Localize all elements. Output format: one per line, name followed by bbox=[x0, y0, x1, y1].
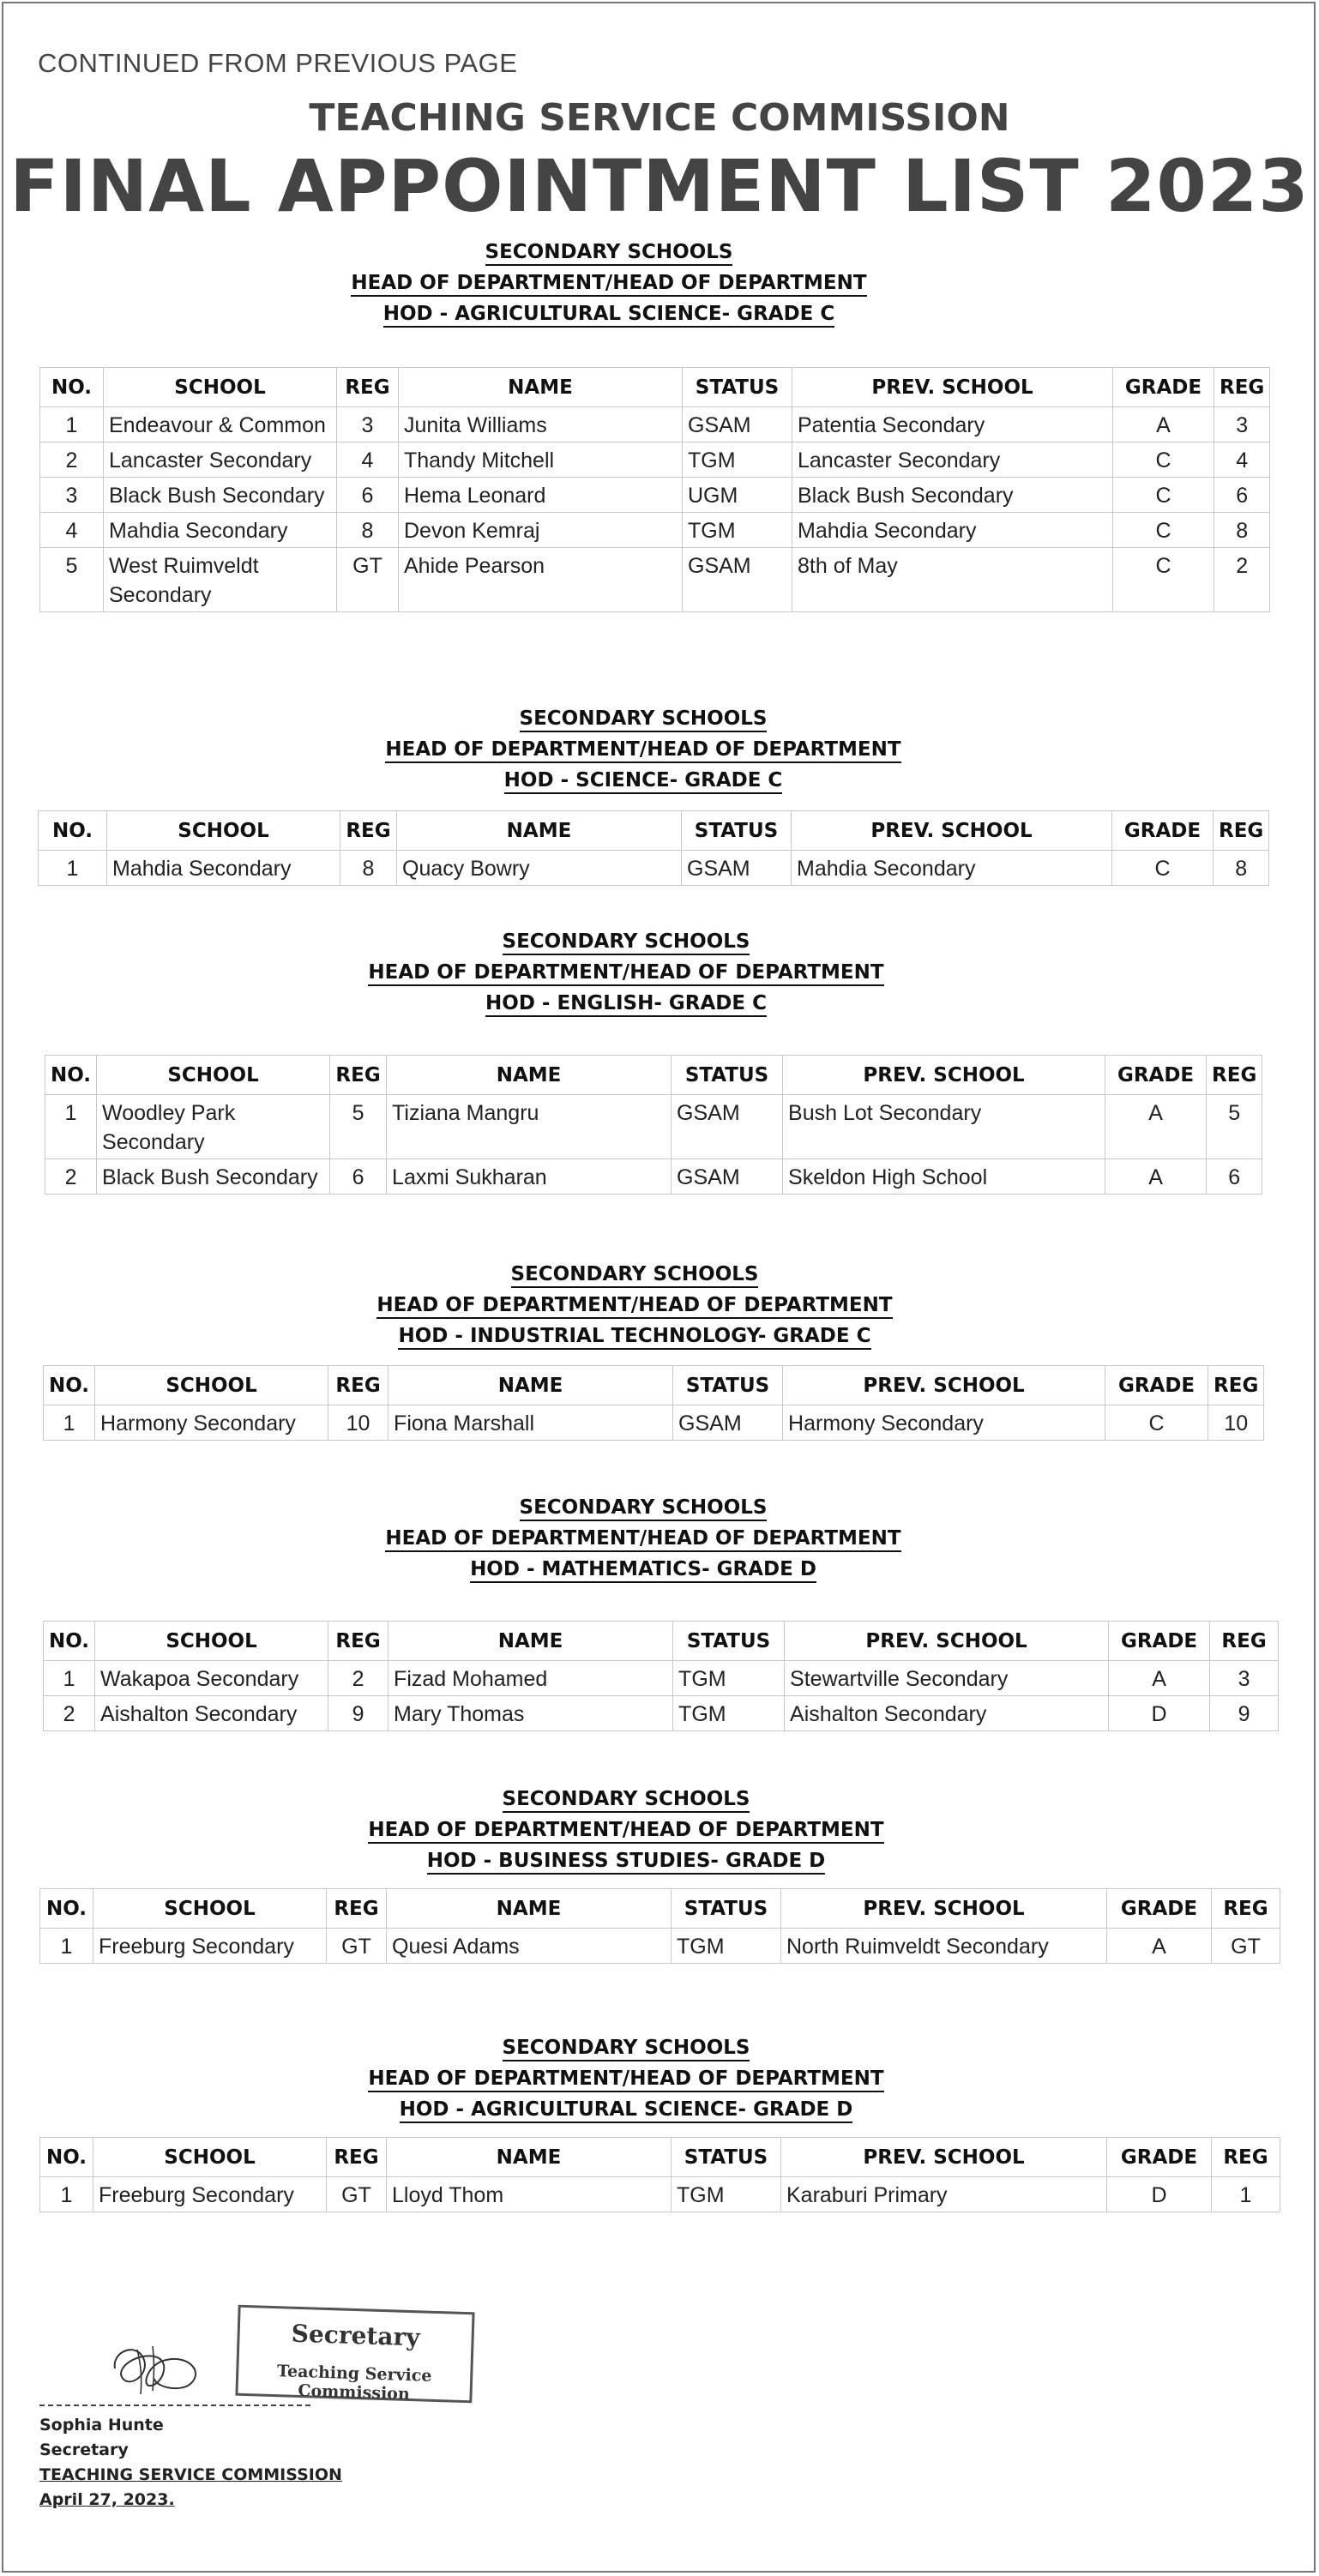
column-header-reg: REG bbox=[328, 1366, 388, 1405]
handwritten-signature bbox=[103, 2334, 214, 2406]
section-heading-line: SECONDARY SCHOOLS bbox=[503, 1788, 750, 1813]
column-header-prev-reg: REG bbox=[1212, 2138, 1280, 2177]
section-heading bbox=[343, 237, 875, 329]
cell-reg: 8 bbox=[340, 851, 397, 886]
cell-name: Devon Kemraj bbox=[399, 513, 683, 548]
signatory-role: Secretary bbox=[39, 2441, 129, 2459]
cell-no: 3 bbox=[40, 478, 104, 513]
section-heading bbox=[352, 1784, 900, 1876]
stamp-title: Secretary bbox=[291, 2319, 421, 2352]
cell-name: Fizad Mohamed bbox=[388, 1661, 673, 1696]
cell-prev-reg: 8 bbox=[1214, 851, 1269, 886]
cell-grade: D bbox=[1107, 2177, 1212, 2212]
table-header-row bbox=[44, 1366, 1264, 1405]
section-heading-line: SECONDARY SCHOOLS bbox=[511, 1263, 759, 1288]
section-heading bbox=[377, 1492, 909, 1585]
cell-reg: 4 bbox=[337, 442, 399, 478]
table-row bbox=[40, 442, 1270, 478]
organization-title: TEACHING SERVICE COMMISSION bbox=[309, 96, 1010, 140]
cell-prev-school: Mahdia Secondary bbox=[792, 851, 1112, 886]
cell-prev-reg: 3 bbox=[1214, 407, 1270, 442]
signature-date: April 27, 2023. bbox=[39, 2490, 175, 2509]
section-heading-line: SECONDARY SCHOOLS bbox=[503, 930, 750, 955]
cell-status: GSAM bbox=[672, 1095, 783, 1159]
cell-prev-school: Patentia Secondary bbox=[792, 407, 1113, 442]
cell-no: 1 bbox=[44, 1661, 95, 1696]
continued-note: CONTINUED FROM PREVIOUS PAGE bbox=[38, 48, 518, 78]
column-header-grade: GRADE bbox=[1112, 811, 1214, 851]
cell-status: TGM bbox=[672, 1929, 781, 1964]
cell-name: Mary Thomas bbox=[388, 1696, 673, 1731]
cell-prev-school: Skeldon High School bbox=[783, 1159, 1105, 1195]
column-header-prev-school: PREV. SCHOOL bbox=[792, 811, 1112, 851]
cell-school: Mahdia Secondary bbox=[107, 851, 340, 886]
section-heading-line: HEAD OF DEPARTMENT/HEAD OF DEPARTMENT bbox=[376, 1294, 892, 1319]
cell-reg: 9 bbox=[328, 1696, 388, 1731]
table-header-row bbox=[40, 2138, 1280, 2177]
cell-no: 2 bbox=[45, 1159, 97, 1195]
cell-grade: D bbox=[1109, 1696, 1210, 1731]
cell-name: Quacy Bowry bbox=[397, 851, 682, 886]
section-heading-line: HEAD OF DEPARTMENT/HEAD OF DEPARTMENT bbox=[351, 272, 866, 297]
section-heading-line: HOD - BUSINESS STUDIES- GRADE D bbox=[427, 1850, 826, 1875]
cell-prev-reg: 5 bbox=[1207, 1095, 1262, 1159]
column-header-no: NO. bbox=[44, 1366, 95, 1405]
cell-status: GSAM bbox=[682, 851, 792, 886]
appointment-table bbox=[45, 1055, 1262, 1195]
column-header-prev-school: PREV. SCHOOL bbox=[783, 1056, 1105, 1095]
cell-no: 4 bbox=[40, 513, 104, 548]
cell-reg: 6 bbox=[330, 1159, 387, 1195]
cell-school: Aishalton Secondary bbox=[95, 1696, 328, 1731]
cell-school: Wakapoa Secondary bbox=[95, 1661, 328, 1696]
column-header-grade: GRADE bbox=[1107, 1889, 1212, 1929]
section-heading bbox=[352, 2032, 900, 2125]
column-header-school: SCHOOL bbox=[95, 1366, 328, 1405]
cell-school: Black Bush Secondary bbox=[104, 478, 337, 513]
column-header-status: STATUS bbox=[673, 1366, 783, 1405]
table-row bbox=[40, 1929, 1280, 1964]
section-heading-line: HOD - SCIENCE- GRADE C bbox=[504, 769, 783, 794]
column-header-grade: GRADE bbox=[1109, 1622, 1210, 1661]
cell-prev-school: Bush Lot Secondary bbox=[783, 1095, 1105, 1159]
cell-status: TGM bbox=[683, 442, 792, 478]
appointment-table bbox=[38, 810, 1269, 886]
cell-prev-school: Stewartville Secondary bbox=[785, 1661, 1109, 1696]
cell-name: Junita Williams bbox=[399, 407, 683, 442]
cell-grade: C bbox=[1113, 442, 1214, 478]
cell-grade: A bbox=[1107, 1929, 1212, 1964]
column-header-status: STATUS bbox=[672, 2138, 781, 2177]
column-header-prev-reg: REG bbox=[1207, 1056, 1262, 1095]
cell-school: West Ruimveldt Secondary bbox=[104, 548, 337, 612]
column-header-school: SCHOOL bbox=[104, 368, 337, 407]
signature-line bbox=[39, 2404, 310, 2406]
column-header-name: NAME bbox=[388, 1622, 673, 1661]
secretary-stamp bbox=[235, 2305, 474, 2404]
column-header-school: SCHOOL bbox=[107, 811, 340, 851]
cell-status: UGM bbox=[683, 478, 792, 513]
table-row bbox=[40, 2177, 1280, 2212]
cell-prev-reg: 9 bbox=[1210, 1696, 1279, 1731]
section-heading-line: HEAD OF DEPARTMENT/HEAD OF DEPARTMENT bbox=[385, 738, 900, 763]
cell-reg: GT bbox=[327, 2177, 387, 2212]
cell-status: GSAM bbox=[683, 548, 792, 612]
cell-school: Black Bush Secondary bbox=[97, 1159, 330, 1195]
column-header-no: NO. bbox=[45, 1056, 97, 1095]
section-heading-line: HEAD OF DEPARTMENT/HEAD OF DEPARTMENT bbox=[368, 961, 883, 986]
stamp-organization: Teaching Service Commission bbox=[276, 2362, 432, 2404]
section-heading-line: HOD - INDUSTRIAL TECHNOLOGY- GRADE C bbox=[398, 1325, 870, 1350]
cell-prev-school: Harmony Secondary bbox=[783, 1405, 1105, 1441]
signatory-block bbox=[39, 2413, 342, 2513]
cell-school: Mahdia Secondary bbox=[104, 513, 337, 548]
cell-no: 5 bbox=[40, 548, 104, 612]
cell-reg: GT bbox=[337, 548, 399, 612]
cell-grade: C bbox=[1113, 478, 1214, 513]
table-header-row bbox=[40, 368, 1270, 407]
table-row bbox=[40, 513, 1270, 548]
column-header-school: SCHOOL bbox=[95, 1622, 328, 1661]
appointment-table bbox=[43, 1365, 1264, 1441]
cell-grade: A bbox=[1113, 407, 1214, 442]
section-heading-line: HOD - AGRICULTURAL SCIENCE- GRADE D bbox=[400, 2098, 853, 2123]
table-header-row bbox=[39, 811, 1269, 851]
cell-name: Fiona Marshall bbox=[388, 1405, 673, 1441]
cell-prev-reg: 1 bbox=[1212, 2177, 1280, 2212]
cell-status: GSAM bbox=[672, 1159, 783, 1195]
cell-reg: 10 bbox=[328, 1405, 388, 1441]
column-header-school: SCHOOL bbox=[93, 1889, 327, 1929]
column-header-status: STATUS bbox=[672, 1056, 783, 1095]
cell-grade: C bbox=[1112, 851, 1214, 886]
cell-prev-reg: 2 bbox=[1214, 548, 1270, 612]
cell-grade: C bbox=[1113, 548, 1214, 612]
table-row bbox=[44, 1661, 1279, 1696]
cell-prev-reg: 6 bbox=[1214, 478, 1270, 513]
signatory-organization: TEACHING SERVICE COMMISSION bbox=[39, 2465, 342, 2484]
cell-prev-school: Black Bush Secondary bbox=[792, 478, 1113, 513]
column-header-prev-reg: REG bbox=[1208, 1366, 1264, 1405]
table-row bbox=[40, 478, 1270, 513]
cell-grade: C bbox=[1105, 1405, 1208, 1441]
table-header-row bbox=[40, 1889, 1280, 1929]
column-header-no: NO. bbox=[40, 368, 104, 407]
appointment-table bbox=[39, 367, 1270, 612]
column-header-prev-reg: REG bbox=[1214, 811, 1269, 851]
section-heading-line: HOD - MATHEMATICS- GRADE D bbox=[470, 1558, 816, 1583]
column-header-prev-reg: REG bbox=[1214, 368, 1270, 407]
cell-name: Thandy Mitchell bbox=[399, 442, 683, 478]
cell-status: GSAM bbox=[673, 1405, 783, 1441]
section-heading bbox=[377, 703, 909, 796]
column-header-prev-school: PREV. SCHOOL bbox=[783, 1366, 1105, 1405]
cell-reg: 8 bbox=[337, 513, 399, 548]
cell-grade: A bbox=[1109, 1661, 1210, 1696]
cell-status: TGM bbox=[673, 1696, 785, 1731]
column-header-status: STATUS bbox=[682, 811, 792, 851]
column-header-name: NAME bbox=[387, 1056, 672, 1095]
column-header-prev-reg: REG bbox=[1212, 1889, 1280, 1929]
column-header-reg: REG bbox=[328, 1622, 388, 1661]
cell-grade: A bbox=[1105, 1159, 1207, 1195]
cell-reg: 5 bbox=[330, 1095, 387, 1159]
column-header-grade: GRADE bbox=[1107, 2138, 1212, 2177]
column-header-prev-reg: REG bbox=[1210, 1622, 1279, 1661]
section-heading-line: HEAD OF DEPARTMENT/HEAD OF DEPARTMENT bbox=[368, 1819, 883, 1844]
table-row bbox=[44, 1696, 1279, 1731]
table-row bbox=[40, 548, 1270, 612]
cell-school: Lancaster Secondary bbox=[104, 442, 337, 478]
cell-no: 1 bbox=[45, 1095, 97, 1159]
cell-name: Quesi Adams bbox=[387, 1929, 672, 1964]
column-header-reg: REG bbox=[337, 368, 399, 407]
cell-status: TGM bbox=[673, 1661, 785, 1696]
cell-reg: 2 bbox=[328, 1661, 388, 1696]
column-header-prev-school: PREV. SCHOOL bbox=[792, 368, 1113, 407]
table-header-row bbox=[45, 1056, 1262, 1095]
column-header-school: SCHOOL bbox=[97, 1056, 330, 1095]
column-header-no: NO. bbox=[40, 1889, 93, 1929]
appointment-table bbox=[39, 1888, 1280, 1964]
page-title: FINAL APPOINTMENT LIST 2023 bbox=[9, 144, 1310, 228]
cell-no: 1 bbox=[40, 2177, 93, 2212]
cell-prev-school: 8th of May bbox=[792, 548, 1113, 612]
column-header-name: NAME bbox=[388, 1366, 673, 1405]
column-header-reg: REG bbox=[327, 2138, 387, 2177]
appointment-table bbox=[43, 1621, 1279, 1731]
column-header-grade: GRADE bbox=[1105, 1056, 1207, 1095]
signatory-name: Sophia Hunte bbox=[39, 2416, 164, 2435]
cell-status: GSAM bbox=[683, 407, 792, 442]
cell-reg: 3 bbox=[337, 407, 399, 442]
table-header-row bbox=[44, 1622, 1279, 1661]
cell-school: Freeburg Secondary bbox=[93, 2177, 327, 2212]
cell-name: Ahide Pearson bbox=[399, 548, 683, 612]
table-row bbox=[39, 851, 1269, 886]
column-header-grade: GRADE bbox=[1105, 1366, 1208, 1405]
cell-no: 1 bbox=[40, 1929, 93, 1964]
cell-prev-reg: 4 bbox=[1214, 442, 1270, 478]
section-heading-line: SECONDARY SCHOOLS bbox=[520, 707, 768, 732]
column-header-prev-school: PREV. SCHOOL bbox=[785, 1622, 1109, 1661]
section-heading-line: SECONDARY SCHOOLS bbox=[485, 241, 733, 266]
section-heading-line: SECONDARY SCHOOLS bbox=[520, 1496, 768, 1521]
section-heading bbox=[369, 1259, 900, 1351]
column-header-no: NO. bbox=[40, 2138, 93, 2177]
section-heading-line: SECONDARY SCHOOLS bbox=[503, 2037, 750, 2061]
cell-school: Woodley Park Secondary bbox=[97, 1095, 330, 1159]
cell-name: Lloyd Thom bbox=[387, 2177, 672, 2212]
column-header-name: NAME bbox=[399, 368, 683, 407]
column-header-prev-school: PREV. SCHOOL bbox=[781, 1889, 1107, 1929]
column-header-reg: REG bbox=[340, 811, 397, 851]
cell-no: 2 bbox=[44, 1696, 95, 1731]
cell-no: 2 bbox=[40, 442, 104, 478]
cell-school: Endeavour & Common bbox=[104, 407, 337, 442]
section-heading bbox=[352, 926, 900, 1019]
cell-prev-school: Lancaster Secondary bbox=[792, 442, 1113, 478]
column-header-status: STATUS bbox=[673, 1622, 785, 1661]
cell-prev-reg: 10 bbox=[1208, 1405, 1264, 1441]
column-header-grade: GRADE bbox=[1113, 368, 1214, 407]
cell-school: Freeburg Secondary bbox=[93, 1929, 327, 1964]
cell-school: Harmony Secondary bbox=[95, 1405, 328, 1441]
column-header-no: NO. bbox=[44, 1622, 95, 1661]
cell-name: Hema Leonard bbox=[399, 478, 683, 513]
table-row bbox=[45, 1095, 1262, 1159]
cell-prev-school: Aishalton Secondary bbox=[785, 1696, 1109, 1731]
cell-no: 1 bbox=[44, 1405, 95, 1441]
column-header-school: SCHOOL bbox=[93, 2138, 327, 2177]
section-heading-line: HEAD OF DEPARTMENT/HEAD OF DEPARTMENT bbox=[368, 2067, 883, 2092]
cell-prev-reg: 3 bbox=[1210, 1661, 1279, 1696]
cell-reg: GT bbox=[327, 1929, 387, 1964]
column-header-prev-school: PREV. SCHOOL bbox=[781, 2138, 1107, 2177]
column-header-status: STATUS bbox=[683, 368, 792, 407]
cell-prev-school: North Ruimveldt Secondary bbox=[781, 1929, 1107, 1964]
cell-no: 1 bbox=[40, 407, 104, 442]
appointment-table bbox=[39, 2137, 1280, 2212]
section-heading-line: HEAD OF DEPARTMENT/HEAD OF DEPARTMENT bbox=[385, 1527, 900, 1552]
column-header-name: NAME bbox=[397, 811, 682, 851]
column-header-name: NAME bbox=[387, 1889, 672, 1929]
cell-prev-reg: 6 bbox=[1207, 1159, 1262, 1195]
cell-no: 1 bbox=[39, 851, 107, 886]
cell-prev-school: Karaburi Primary bbox=[781, 2177, 1107, 2212]
cell-reg: 6 bbox=[337, 478, 399, 513]
cell-status: TGM bbox=[672, 2177, 781, 2212]
cell-prev-reg: GT bbox=[1212, 1929, 1280, 1964]
cell-prev-reg: 8 bbox=[1214, 513, 1270, 548]
column-header-status: STATUS bbox=[672, 1889, 781, 1929]
column-header-reg: REG bbox=[327, 1889, 387, 1929]
cell-name: Tiziana Mangru bbox=[387, 1095, 672, 1159]
column-header-reg: REG bbox=[330, 1056, 387, 1095]
cell-grade: A bbox=[1105, 1095, 1207, 1159]
cell-prev-school: Mahdia Secondary bbox=[792, 513, 1113, 548]
column-header-name: NAME bbox=[387, 2138, 672, 2177]
cell-name: Laxmi Sukharan bbox=[387, 1159, 672, 1195]
table-row bbox=[44, 1405, 1264, 1441]
section-heading-line: HOD - ENGLISH- GRADE C bbox=[485, 992, 767, 1017]
cell-status: TGM bbox=[683, 513, 792, 548]
cell-grade: C bbox=[1113, 513, 1214, 548]
table-row bbox=[40, 407, 1270, 442]
column-header-no: NO. bbox=[39, 811, 107, 851]
section-heading-line: HOD - AGRICULTURAL SCIENCE- GRADE C bbox=[383, 303, 835, 328]
table-row bbox=[45, 1159, 1262, 1195]
